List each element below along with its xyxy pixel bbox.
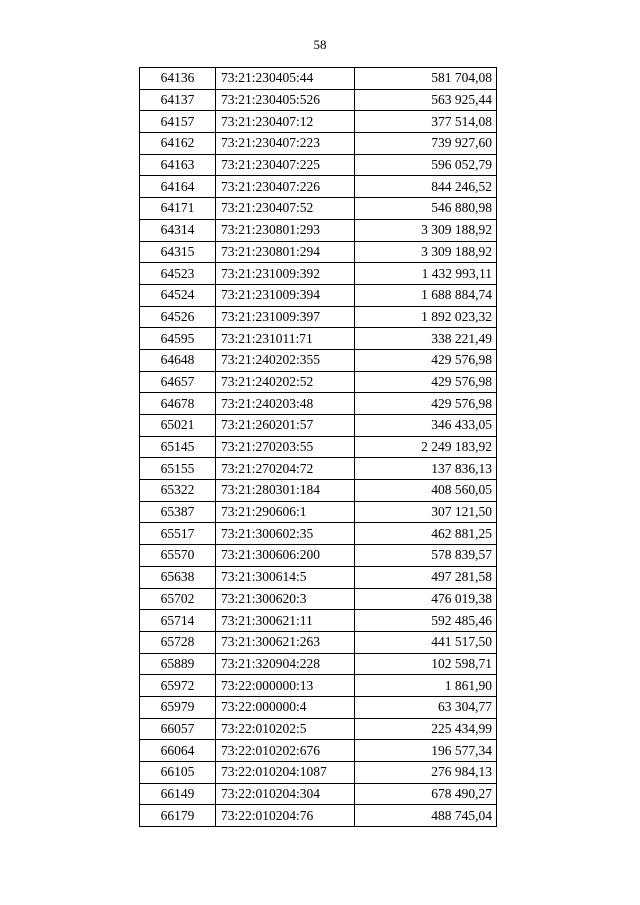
row-id-cell: 65638 <box>140 566 216 588</box>
row-id-cell: 65979 <box>140 696 216 718</box>
table-row <box>140 718 497 740</box>
table-body <box>140 68 497 827</box>
cadastral-value-cell: 429 576,98 <box>355 393 497 415</box>
row-id-cell: 65322 <box>140 480 216 502</box>
table-row <box>140 284 497 306</box>
cadastral-value-cell: 844 246,52 <box>355 176 497 198</box>
cadastral-number-cell: 73:21:240202:355 <box>216 349 355 371</box>
table-row <box>140 762 497 784</box>
cadastral-value-cell: 488 745,04 <box>355 805 497 827</box>
row-id-cell: 65728 <box>140 631 216 653</box>
row-id-cell: 65021 <box>140 415 216 437</box>
table-row <box>140 740 497 762</box>
cadastral-number-cell: 73:21:300614:5 <box>216 566 355 588</box>
row-id-cell: 65714 <box>140 610 216 632</box>
cadastral-number-cell: 73:21:230801:293 <box>216 219 355 241</box>
row-id-cell: 66149 <box>140 783 216 805</box>
cadastral-value-cell: 196 577,34 <box>355 740 497 762</box>
row-id-cell: 64164 <box>140 176 216 198</box>
cadastral-number-cell: 73:22:010204:76 <box>216 805 355 827</box>
row-id-cell: 64163 <box>140 154 216 176</box>
row-id-cell: 64315 <box>140 241 216 263</box>
cadastral-number-cell: 73:21:270204:72 <box>216 458 355 480</box>
cadastral-number-cell: 73:21:230407:12 <box>216 111 355 133</box>
cadastral-number-cell: 73:21:300621:263 <box>216 631 355 653</box>
row-id-cell: 64648 <box>140 349 216 371</box>
cadastral-value-cell: 429 576,98 <box>355 371 497 393</box>
row-id-cell: 65517 <box>140 523 216 545</box>
cadastral-number-cell: 73:22:000000:13 <box>216 675 355 697</box>
cadastral-number-cell: 73:21:231009:392 <box>216 263 355 285</box>
table-row <box>140 523 497 545</box>
cadastral-value-cell: 3 309 188,92 <box>355 219 497 241</box>
cadastral-number-cell: 73:22:010204:304 <box>216 783 355 805</box>
table-row <box>140 349 497 371</box>
table-row <box>140 783 497 805</box>
cadastral-number-cell: 73:21:290606:1 <box>216 501 355 523</box>
table-row <box>140 198 497 220</box>
table-row <box>140 176 497 198</box>
row-id-cell: 64657 <box>140 371 216 393</box>
cadastral-number-cell: 73:21:231009:394 <box>216 284 355 306</box>
row-id-cell: 64171 <box>140 198 216 220</box>
row-id-cell: 66179 <box>140 805 216 827</box>
cadastral-value-cell: 1 892 023,32 <box>355 306 497 328</box>
cadastral-value-cell: 578 839,57 <box>355 545 497 567</box>
cadastral-number-cell: 73:21:320904:228 <box>216 653 355 675</box>
row-id-cell: 66057 <box>140 718 216 740</box>
table-row <box>140 154 497 176</box>
cadastral-value-cell: 546 880,98 <box>355 198 497 220</box>
row-id-cell: 64678 <box>140 393 216 415</box>
cadastral-number-cell: 73:21:280301:184 <box>216 480 355 502</box>
row-id-cell: 66105 <box>140 762 216 784</box>
table-row <box>140 480 497 502</box>
cadastral-value-cell: 678 490,27 <box>355 783 497 805</box>
table-row <box>140 328 497 350</box>
table-row <box>140 219 497 241</box>
cadastral-value-cell: 63 304,77 <box>355 696 497 718</box>
row-id-cell: 65702 <box>140 588 216 610</box>
row-id-cell: 64523 <box>140 263 216 285</box>
table-row <box>140 89 497 111</box>
row-id-cell: 65889 <box>140 653 216 675</box>
cadastral-number-cell: 73:21:230407:223 <box>216 133 355 155</box>
table-row <box>140 501 497 523</box>
row-id-cell: 65972 <box>140 675 216 697</box>
cadastral-value-cell: 596 052,79 <box>355 154 497 176</box>
table-row <box>140 68 497 90</box>
cadastral-number-cell: 73:22:000000:4 <box>216 696 355 718</box>
cadastral-number-cell: 73:21:231011:71 <box>216 328 355 350</box>
cadastral-number-cell: 73:22:010202:676 <box>216 740 355 762</box>
cadastral-value-cell: 476 019,38 <box>355 588 497 610</box>
row-id-cell: 64157 <box>140 111 216 133</box>
cadastral-number-cell: 73:21:230405:44 <box>216 68 355 90</box>
cadastral-value-cell: 441 517,50 <box>355 631 497 653</box>
table-row <box>140 415 497 437</box>
table-row <box>140 588 497 610</box>
cadastral-value-cell: 3 309 188,92 <box>355 241 497 263</box>
table-row <box>140 371 497 393</box>
cadastral-number-cell: 73:21:230407:52 <box>216 198 355 220</box>
cadastral-number-cell: 73:21:240202:52 <box>216 371 355 393</box>
cadastral-number-cell: 73:22:010202:5 <box>216 718 355 740</box>
cadastral-value-cell: 592 485,46 <box>355 610 497 632</box>
table-row <box>140 675 497 697</box>
cadastral-number-cell: 73:21:240203:48 <box>216 393 355 415</box>
cadastral-value-cell: 346 433,05 <box>355 415 497 437</box>
page-number: 58 <box>313 37 327 52</box>
row-id-cell: 64314 <box>140 219 216 241</box>
cadastral-value-cell: 377 514,08 <box>355 111 497 133</box>
row-id-cell: 65387 <box>140 501 216 523</box>
cadastral-number-cell: 73:21:231009:397 <box>216 306 355 328</box>
cadastral-value-cell: 338 221,49 <box>355 328 497 350</box>
cadastral-value-cell: 1 688 884,74 <box>355 284 497 306</box>
table-row <box>140 263 497 285</box>
table-row <box>140 306 497 328</box>
table-row <box>140 653 497 675</box>
cadastral-value-cell: 497 281,58 <box>355 566 497 588</box>
cadastral-value-cell: 2 249 183,92 <box>355 436 497 458</box>
cadastral-value-cell: 739 927,60 <box>355 133 497 155</box>
cadastral-value-cell: 408 560,05 <box>355 480 497 502</box>
cadastral-value-cell: 1 861,90 <box>355 675 497 697</box>
table-row <box>140 458 497 480</box>
cadastral-number-cell: 73:21:270203:55 <box>216 436 355 458</box>
table-row <box>140 631 497 653</box>
row-id-cell: 65570 <box>140 545 216 567</box>
row-id-cell: 64162 <box>140 133 216 155</box>
cadastral-number-cell: 73:21:300620:3 <box>216 588 355 610</box>
cadastral-value-cell: 581 704,08 <box>355 68 497 90</box>
table-row <box>140 436 497 458</box>
row-id-cell: 66064 <box>140 740 216 762</box>
cadastral-value-cell: 137 836,13 <box>355 458 497 480</box>
cadastral-value-cell: 563 925,44 <box>355 89 497 111</box>
cadastral-value-cell: 462 881,25 <box>355 523 497 545</box>
table-row <box>140 545 497 567</box>
cadastral-number-cell: 73:21:230405:526 <box>216 89 355 111</box>
cadastral-number-cell: 73:21:300621:11 <box>216 610 355 632</box>
cadastral-number-cell: 73:21:300602:35 <box>216 523 355 545</box>
table-row <box>140 610 497 632</box>
cadastral-number-cell: 73:21:300606:200 <box>216 545 355 567</box>
cadastral-number-cell: 73:21:230801:294 <box>216 241 355 263</box>
cadastral-value-cell: 429 576,98 <box>355 349 497 371</box>
cadastral-value-cell: 102 598,71 <box>355 653 497 675</box>
cadastral-number-cell: 73:21:230407:226 <box>216 176 355 198</box>
row-id-cell: 64136 <box>140 68 216 90</box>
table-row <box>140 566 497 588</box>
table-row <box>140 805 497 827</box>
row-id-cell: 64595 <box>140 328 216 350</box>
row-id-cell: 65145 <box>140 436 216 458</box>
row-id-cell: 64137 <box>140 89 216 111</box>
cadastral-value-table <box>139 67 497 827</box>
cadastral-value-cell: 307 121,50 <box>355 501 497 523</box>
row-id-cell: 65155 <box>140 458 216 480</box>
table-row <box>140 393 497 415</box>
cadastral-value-cell: 276 984,13 <box>355 762 497 784</box>
cadastral-value-cell: 225 434,99 <box>355 718 497 740</box>
table-row <box>140 696 497 718</box>
table-row <box>140 133 497 155</box>
cadastral-value-cell: 1 432 993,11 <box>355 263 497 285</box>
row-id-cell: 64524 <box>140 284 216 306</box>
row-id-cell: 64526 <box>140 306 216 328</box>
cadastral-number-cell: 73:22:010204:1087 <box>216 762 355 784</box>
table-row <box>140 111 497 133</box>
cadastral-number-cell: 73:21:230407:225 <box>216 154 355 176</box>
table-row <box>140 241 497 263</box>
cadastral-number-cell: 73:21:260201:57 <box>216 415 355 437</box>
